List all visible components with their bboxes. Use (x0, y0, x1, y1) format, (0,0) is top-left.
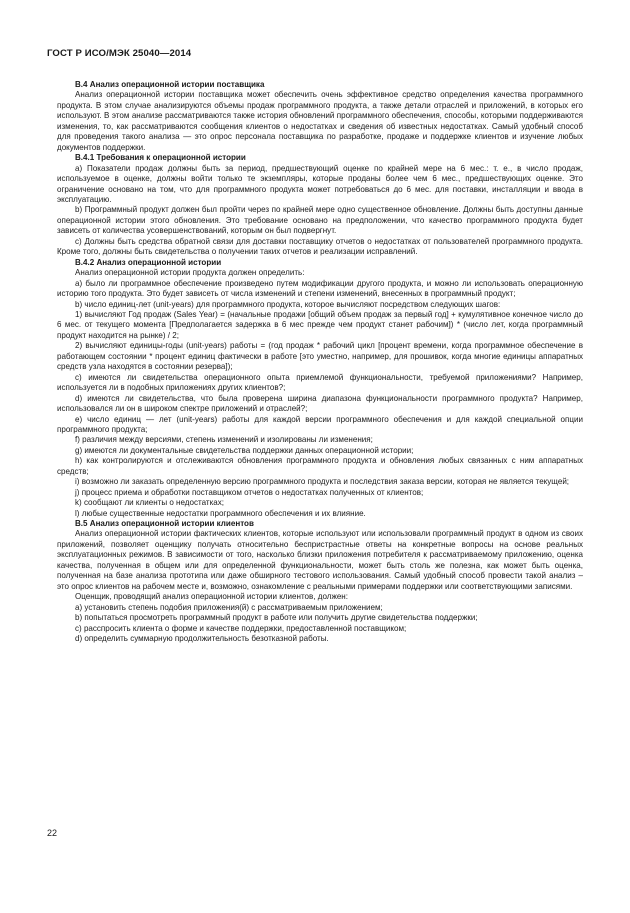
list-item: f) различия между версиями, степень изменений и изолированы ли изменения; (75, 435, 373, 445)
list-item: c) имеются ли свидетельства операционного опыта приемлемой функциональности, требуемой приложениями? Например, используется ли в подобных приложениях других клиентов?; (57, 372, 583, 393)
list-item: l) любые существенные недостатки программного обеспечения и их влияние. (75, 508, 366, 518)
list-item: d) определить суммарную продолжительность безотказной работы. (75, 634, 329, 644)
list-item: b) число единиц-лет (unit-years) для программного продукта, которое вычисляют посредством следующих шагов: (75, 299, 501, 309)
list-item: e) число единиц — лет (unit-years) работы для каждой версии программного обеспечения и для каждой специальной опции программного продукта; (57, 414, 583, 434)
list-item: h) как контролируются и отслеживаются обновления программного продукта и обновления любых связанных с ним аппаратных средств; (57, 456, 583, 476)
section-heading-b41: B.4.1 Требования к операционной истории (75, 153, 246, 163)
paragraph: Анализ операционной истории поставщика может обеспечить очень эффективное средство определения качества программного продукта. В этом случае анализируются объемы продаж программного продукта, а также детали отраслей и приложений, в которых его используют. В этом анализе рассматриваются также история обновлений программного обеспечения, способы, которыми поддерживаются изменения, то, как рассматриваются сообщения клиентов о недостатках и сведения об известных недостатках. Самый удобный способ для проведения такого анализа — это опрос персонала поставщика по разработке, продаже и поддержке клиентов и изучение любых документов поддержки. (57, 90, 583, 152)
list-item: a) было ли программное обеспечение произведено путем модификации другого продукта, и можно ли использовать операционную историю того продукта. Это будет зависеть от числа изменений и степени изменений, внесенных в программный продукт; (57, 278, 583, 299)
paragraph: Анализ операционной истории продукта должен определить: (75, 268, 305, 278)
list-item: k) сообщают ли клиенты о недостатках; (75, 498, 224, 508)
paragraph: Оценщик, проводящий анализ операционной истории клиентов, должен: (75, 592, 348, 602)
list-item: 1) вычисляют Год продаж (Sales Year) = (начальные продажи [общий объем продаж за первый год] + кумулятивное конечное число до 6 мес. от текущего момента [Предполагается задержка в 6 мес прежде чем продукт станет рабочим]) * (число лет, когда программный продукт находится на рынке) / 2; (57, 309, 583, 340)
list-item: b) Программный продукт должен был пройти через по крайней мере одно существенное обновление. Должны быть доступны данные операционной истории этого обновления. Это требование основано на предположении, что качество программного продукта будет зависеть от количества усовершенствований, которым он был подвергнут. (57, 205, 583, 236)
list-item: g) имеются ли документальные свидетельства поддержки данных операционной истории; (75, 445, 414, 455)
section-heading-b4: B.4 Анализ операционной истории поставщика (75, 80, 265, 89)
list-item: a) Показатели продаж должны быть за период, предшествующий оценке по крайней мере на 6 мес.: т. е., в число продаж, используемое в оценке, должны войти только те экземпляры, которые проданы более чем 6 мес., предшествующих оценке. Это ограничение основано на том, что для программного продукта может потребоваться до 6 мес. для поставки, инсталляции и ввода в эксплуатацию. (57, 163, 583, 204)
list-item: d) имеются ли свидетельства, что была проверена ширина диапазона функциональности программного продукта? Например, использовался ли он в широком спектре приложений и отраслей?; (57, 393, 583, 414)
list-item: i) возможно ли заказать определенную версию программного продукта и последствия заказа версии, которая не является текущей; (75, 477, 570, 487)
section-heading-b42: B.4.2 Анализ операционной истории (75, 257, 222, 267)
standard-header: ГОСТ Р ИСО/МЭК 25040—2014 (47, 48, 192, 59)
paragraph: Анализ операционной истории фактических клиентов, которые используют или использовали программный продукт в одном из своих приложений, позволяет оценщику получать относительно беспристрастные ответы на конкретные вопросы на основе реальных эксплуатационных режимов. В зависимости от того, насколько близки приложения потребителя к рассматриваемому приложению, оценка качества, полученная в общем или для определенной функциональности, может быть столь же полезна, как может быть оценка, полученная на базе анализа прототипа или даже обширного тестового использования. Самый удобный способ провести такой анализ – это опрос клиентов на рабочем месте и, возможно, ознакомление с реальными примерами поддержки или соответствующими записями. (57, 529, 583, 591)
list-item: 2) вычисляют единицы-годы (unit-years) работы = (год продаж * рабочий цикл [процент времени, когда программное обеспечение в работающем состоянии * процент единиц фактически в работе [это уместно, например, для прошивок, когда многие единицы аппаратных средств узла находятся в состоянии резерва]); (57, 341, 583, 372)
document-body (57, 80, 583, 644)
list-item: a) установить степень подобия приложения(й) с рассматриваемым приложением; (75, 602, 383, 612)
page-number: 22 (47, 828, 58, 838)
list-item: j) процесс приема и обработки поставщиком отчетов о недостатках полученных от клиентов; (75, 487, 424, 497)
list-item: c) расспросить клиента о форме и качестве поддержки, предоставленной поставщиком; (75, 623, 407, 633)
list-item: b) попытаться просмотреть программный продукт в работе или получить другие свидетельства поддержки; (75, 613, 478, 623)
section-heading-b5: B.5 Анализ операционной истории клиентов (75, 519, 254, 529)
list-item: c) Должны быть средства обратной связи для доставки поставщику отчетов о недостатках от пользователей программного продукта. Кроме того, должны быть свидетельства о получении таких отчетов и реализации исправлений. (57, 236, 583, 257)
